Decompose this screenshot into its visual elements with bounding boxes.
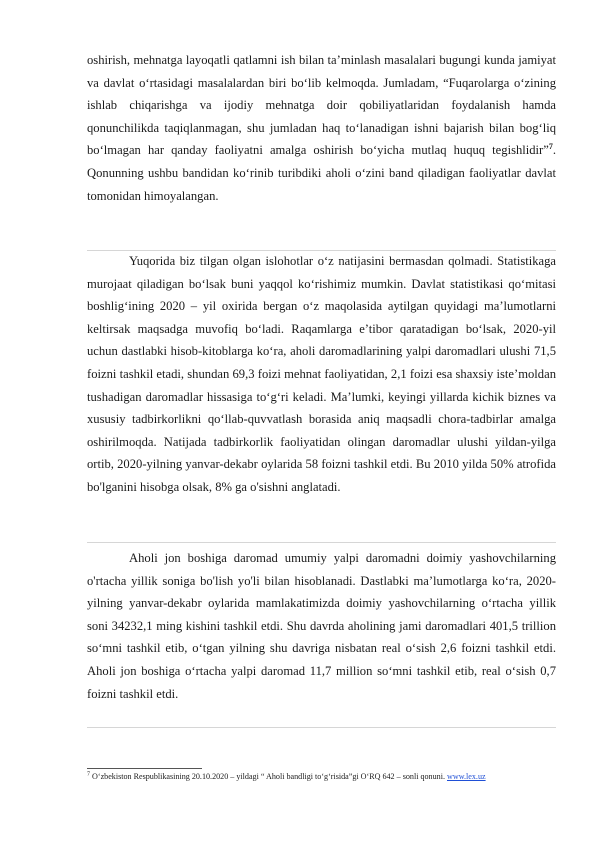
paragraph-3: Aholi jon boshiga daromad umumiy yalpi daromadni doimiy yashovchilarning o'rtacha yillik soniga bo'lish yo'li bilan hisoblanadi. Dastlabki ma’lumotlarga ko‘ra, 2020-yilning yanvar-dekabr oylarida mamlakatimizda doimiy yashovchilarning o‘rtacha yillik soni 34232,1 ming kishini tashkil etdi. Shu davrda aholining jami daromadlari 401,5 trillion so‘mni tashkil etib, o‘tgan yilning shu davriga nisbatan real o‘sish 2,6 foizni tashkil etdi. Aholi jon boshiga o‘rtacha yalpi daromad 11,7 million so‘mni tashkil etib, real o‘sish 0,7 foizni tashkil etdi.: [87, 551, 556, 701]
paragraph-divider: [87, 542, 556, 543]
footnote: [87, 771, 567, 782]
footnote-separator: [87, 768, 202, 769]
paragraph-divider: [87, 727, 556, 728]
footnote-reference[interactable]: 7: [548, 142, 553, 152]
paragraph-1: [87, 49, 556, 207]
footnote-number: 7: [87, 771, 90, 778]
paragraph-2: Yuqorida biz tilgan olgan islohotlar o‘z natijasini bermasdan qolmadi. Statistikaga murojaat qiladigan bo‘lsak buni yaqqol ko‘rishimiz mumkin. Davlat statistikasi qo‘mitasi boshlig‘ining 2020 – yil oxirida bergan o‘z maqolasida aytilgan quyidagi ma’lumotlarni keltirsak maqsadga muvofiq bo‘ladi. Raqamlarga e’tibor qaratadigan bo‘lsak, 2020-yil uchun dastlabki hisob-kitoblarga ko‘ra, aholi daromadlarining yalpi daromadlari ulushi 71,5 foizni tashkil etadi, shundan 69,3 foizi mehnat faoliyatidan, 2,1 foizi esa shaxsiy iste’moldan tushadigan daromadlar hissasiga to‘g‘ri keladi. Ma’lumki, keyingi yillarda kichik biznes va xususiy tadbirkorlikni qo‘llab-quvvatlash borasida aniq maqsadli chora-tadbirlar amalga oshirilmoqda. Natijada tadbirkorlik faoliyatidan olingan daromadlar ulushi yildan-yilga ortib, 2020-yilning yanvar-dekabr oylarida 58 foizni tashkil etdi. Bu 2010 yilda 50% atrofida bo'lganini hisobga olsak, 8% ga o'sishni anglatadi.: [87, 254, 556, 494]
paragraph-1-text: oshirish, mehnatga layoqatli qatlamni ish bilan ta’minlash masalalari bugungi kunda jamiyat va davlat o‘rtasidagi masalalardan biri bo‘lib kelmoqda. Jumladam, “Fuqarolarga o‘zining ishlab chiqarishga va ijodiy mehnatga doir qobiliyatlaridan foydalanish hamda qonunchilikda taqiqlanmagan, shu jumladan haq to‘lanadigan ishni bajarish bilan bog‘liq bo‘lmagan har qanday faoliyatni amalga oshirish bo‘yicha mutlaq huquq tegishlidir”: [87, 53, 556, 158]
paragraph-1-text-end: . Qonunning ushbu bandidan ko‘rinib turibdiki aholi o‘zini band qiladigan faoliyatlar davlat tomonidan himoyalangan.: [87, 143, 556, 203]
footnote-text: O‘zbekiston Respublikasining 20.10.2020 – yildagi “ Aholi bandligi to‘g‘risida”gi O‘RQ 642 – sonli qonuni.: [90, 772, 447, 781]
footnote-link[interactable]: www.lex.uz: [447, 772, 486, 781]
